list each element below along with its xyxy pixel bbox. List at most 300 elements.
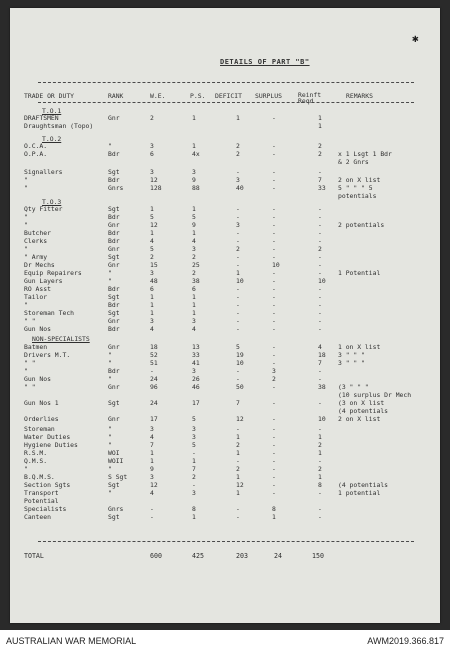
cell-def: 2	[236, 150, 240, 158]
cell-ps: 4	[192, 237, 196, 245]
cell-sur: -	[272, 325, 276, 333]
cell-rem: 1 on X list	[338, 343, 381, 351]
header-ps: P.S.	[190, 92, 206, 100]
cell-rein: 1	[318, 114, 322, 122]
section-4: NON-SPECIALISTS	[32, 335, 90, 343]
cell-rein: 1	[318, 473, 322, 481]
header-ws: W.E.	[150, 92, 166, 100]
cell-rem: (3 " " "	[338, 383, 369, 391]
cell-rein: -	[318, 457, 322, 465]
cell-rank: Sgt	[108, 309, 120, 317]
cell-rem: (10 surplus Dr Mech	[338, 391, 412, 399]
cell-ws: 9	[150, 465, 154, 473]
cell-trade: Specialists	[24, 505, 67, 513]
cell-ws: 15	[150, 261, 158, 269]
cell-trade: O.P.A.	[24, 150, 48, 158]
table-row	[10, 184, 440, 192]
cell-rein: -	[318, 261, 322, 269]
cell-rein: -	[318, 367, 322, 375]
cell-trade: Equip Repairers	[24, 269, 82, 277]
total-ps: 425	[192, 552, 204, 560]
cell-ws: 1	[150, 449, 154, 457]
cell-trade: Signallers	[24, 168, 63, 176]
cell-trade: Clerks	[24, 237, 48, 245]
table-row	[10, 253, 440, 261]
cell-rein: 1	[318, 433, 322, 441]
table-row	[10, 221, 440, 229]
cell-ps: 4x	[192, 150, 200, 158]
cell-def: 1	[236, 473, 240, 481]
cell-ps: 3	[192, 367, 196, 375]
header-trade: TRADE OR DUTY	[24, 92, 75, 100]
cell-rank: WOII	[108, 457, 124, 465]
cell-def: 3	[236, 176, 240, 184]
cell-sur: -	[272, 351, 276, 359]
cell-def: -	[236, 213, 240, 221]
cell-rein: 2	[318, 441, 322, 449]
cell-sur: -	[272, 309, 276, 317]
cell-ps: 1	[192, 205, 196, 213]
table-row	[10, 150, 440, 158]
cell-ps: 2	[192, 473, 196, 481]
cell-ps: 3	[192, 433, 196, 441]
cell-sur: -	[272, 142, 276, 150]
cell-def: 7	[236, 399, 240, 407]
table-row	[10, 245, 440, 253]
cell-ws: 128	[150, 184, 162, 192]
table-row	[10, 433, 440, 441]
table-row	[10, 301, 440, 309]
cell-sur: -	[272, 213, 276, 221]
cell-ws: 5	[150, 213, 154, 221]
cell-def: 10	[236, 277, 244, 285]
cell-rem: & 2 Gnrs	[338, 158, 369, 166]
cell-rein: -	[318, 399, 322, 407]
rule-top	[38, 82, 414, 83]
cell-rein: 1	[318, 122, 322, 130]
table-row	[10, 505, 440, 513]
cell-sur: -	[272, 293, 276, 301]
cell-sur: -	[272, 343, 276, 351]
table-row	[10, 213, 440, 221]
cell-ws: -	[150, 505, 154, 513]
cell-sur: -	[272, 184, 276, 192]
cell-trade: Qty Fitter	[24, 205, 63, 213]
cell-rank: "	[108, 142, 112, 150]
cell-rem: 1 Potential	[338, 269, 381, 277]
cell-rank: Sgt	[108, 168, 120, 176]
cell-trade: " "	[24, 383, 36, 391]
cell-rank: "	[108, 425, 112, 433]
cell-sur: -	[272, 465, 276, 473]
cell-rein: -	[318, 375, 322, 383]
cell-rein: -	[318, 237, 322, 245]
cell-ws: 1	[150, 301, 154, 309]
section-2: T.O.2	[42, 135, 62, 143]
footer-bar	[0, 630, 450, 653]
cell-ps: 1	[192, 293, 196, 301]
cell-ps: 3	[192, 489, 196, 497]
cell-rein: 8	[318, 481, 322, 489]
cell-sur: -	[272, 383, 276, 391]
cell-trade: RO Asst	[24, 285, 51, 293]
cell-ps: 8	[192, 505, 196, 513]
cell-ws: 3	[150, 269, 154, 277]
cell-ws: 51	[150, 359, 158, 367]
cell-rem: x 1 Lsgt 1 Bdr	[338, 150, 392, 158]
cell-ws: 12	[150, 221, 158, 229]
cell-trade: Section Sgts	[24, 481, 71, 489]
cell-ws: 5	[150, 245, 154, 253]
cell-rank: Bdr	[108, 285, 120, 293]
cell-def: 10	[236, 359, 244, 367]
cell-ws: 2	[150, 114, 154, 122]
cell-def: 12	[236, 415, 244, 423]
cell-rank: "	[108, 465, 112, 473]
cell-ps: 1	[192, 142, 196, 150]
rule-total	[38, 541, 414, 542]
cell-ps: 26	[192, 375, 200, 383]
cell-sur: -	[272, 114, 276, 122]
cell-rem: 2 on X list	[338, 176, 381, 184]
table-row	[10, 325, 440, 333]
cell-rank: Gnr	[108, 415, 120, 423]
cell-def: -	[236, 325, 240, 333]
cell-rein: -	[318, 229, 322, 237]
cell-sur: 2	[272, 375, 276, 383]
cell-sur: -	[272, 359, 276, 367]
section-3: T.O.3	[42, 198, 62, 206]
table-row	[10, 293, 440, 301]
cell-trade: Potential	[24, 497, 59, 505]
cell-trade: "	[24, 301, 28, 309]
table-row	[10, 122, 440, 130]
cell-trade: "	[24, 184, 28, 192]
cell-ps: 1	[192, 309, 196, 317]
cell-trade: Batmen	[24, 343, 48, 351]
cell-rein: -	[318, 269, 322, 277]
cell-rank: Bdr	[108, 367, 120, 375]
cell-ws: 7	[150, 441, 154, 449]
cell-rank: Gnr	[108, 261, 120, 269]
cell-ws: 3	[150, 425, 154, 433]
cell-def: -	[236, 261, 240, 269]
cell-rein: 10	[318, 277, 326, 285]
table-row	[10, 359, 440, 367]
cell-ws: 4	[150, 433, 154, 441]
cell-ws: 17	[150, 415, 158, 423]
cell-rank: Gnr	[108, 383, 120, 391]
cell-rank: "	[108, 433, 112, 441]
cell-trade: DRAFTSMEN	[24, 114, 59, 122]
cell-sur: -	[272, 229, 276, 237]
cell-def: 1	[236, 269, 240, 277]
cell-rank: WOI	[108, 449, 120, 457]
cell-sur: -	[272, 457, 276, 465]
table-row	[10, 449, 440, 457]
cell-def: -	[236, 301, 240, 309]
cell-ws: 4	[150, 237, 154, 245]
cell-rank: "	[108, 277, 112, 285]
table-row	[10, 261, 440, 269]
cell-rank: "	[108, 359, 112, 367]
cell-rein: -	[318, 317, 322, 325]
cell-ws: 1	[150, 293, 154, 301]
cell-def: -	[236, 513, 240, 521]
cell-rein: -	[318, 505, 322, 513]
cell-sur: -	[272, 489, 276, 497]
page-title: DETAILS OF PART "B"	[220, 58, 310, 66]
table-row	[10, 205, 440, 213]
cell-trade: Gun Nos 1	[24, 399, 59, 407]
cell-def: -	[236, 168, 240, 176]
cell-rem: (4 potentials	[338, 407, 389, 415]
table-row	[10, 425, 440, 433]
cell-rank: "	[108, 351, 112, 359]
cell-ws: 1	[150, 205, 154, 213]
cell-sur: -	[272, 415, 276, 423]
cell-rein: 10	[318, 415, 326, 423]
cell-sur: 3	[272, 367, 276, 375]
cell-rank: Bdr	[108, 325, 120, 333]
cell-rein: -	[318, 309, 322, 317]
cell-rank: Gnr	[108, 317, 120, 325]
cell-sur: -	[272, 317, 276, 325]
cell-sur: -	[272, 237, 276, 245]
cell-ws: 6	[150, 150, 154, 158]
total-ws: 600	[150, 552, 162, 560]
table-row	[10, 407, 440, 415]
header-deficit: DEFICIT	[215, 92, 242, 100]
table-row	[10, 343, 440, 351]
cell-ps: -	[192, 449, 196, 457]
table-row	[10, 176, 440, 184]
cell-sur: 1	[272, 513, 276, 521]
table-row	[10, 309, 440, 317]
cell-def: -	[236, 293, 240, 301]
cell-sur: -	[272, 168, 276, 176]
cell-rank: Bdr	[108, 176, 120, 184]
cell-rein: -	[318, 325, 322, 333]
cell-rem: 3 " " "	[338, 351, 365, 359]
cell-ps: 46	[192, 383, 200, 391]
cell-ps: 3	[192, 168, 196, 176]
table-row	[10, 285, 440, 293]
table-row	[10, 229, 440, 237]
cell-ps: 3	[192, 317, 196, 325]
cell-ps: 1	[192, 457, 196, 465]
cell-ws: 1	[150, 309, 154, 317]
table-row	[10, 415, 440, 423]
table-row	[10, 473, 440, 481]
cell-rem: potentials	[338, 192, 377, 200]
cell-ps: 38	[192, 277, 200, 285]
cell-trade: O.C.A.	[24, 142, 48, 150]
footer-credit: AUSTRALIAN WAR MEMORIAL	[6, 636, 137, 646]
cell-ws: -	[150, 367, 154, 375]
cell-trade: "	[24, 213, 28, 221]
table-row	[10, 391, 440, 399]
cell-ps: 25	[192, 261, 200, 269]
cell-ps: 1	[192, 114, 196, 122]
cell-rein: -	[318, 285, 322, 293]
cell-def: -	[236, 285, 240, 293]
cell-trade: Tailor	[24, 293, 48, 301]
cell-def: -	[236, 309, 240, 317]
cell-rem: (4 potentials	[338, 481, 389, 489]
cell-trade: Storeman Tech	[24, 309, 75, 317]
cell-def: -	[236, 505, 240, 513]
cell-def: 2	[236, 441, 240, 449]
cell-def: 2	[236, 245, 240, 253]
document-sheet	[10, 8, 440, 623]
cell-ps: -	[192, 481, 196, 489]
table-row	[10, 375, 440, 383]
cell-sur: -	[272, 269, 276, 277]
table-row	[10, 399, 440, 407]
cell-sur: 10	[272, 261, 280, 269]
cell-ws: 3	[150, 473, 154, 481]
cell-trade: " "	[24, 317, 36, 325]
table-row	[10, 269, 440, 277]
cell-rank: Gnrs	[108, 184, 124, 192]
table-row	[10, 114, 440, 122]
header-reinforcement: Reinft Reqd	[298, 91, 322, 105]
cell-rank: Sgt	[108, 205, 120, 213]
cell-rein: -	[318, 301, 322, 309]
cell-ws: 1	[150, 457, 154, 465]
cell-rank: "	[108, 441, 112, 449]
cell-rein: 38	[318, 383, 326, 391]
cell-rank: Bdr	[108, 237, 120, 245]
cell-ws: 12	[150, 176, 158, 184]
cell-trade: Transport	[24, 489, 59, 497]
cell-ws: 12	[150, 481, 158, 489]
cell-ps: 5	[192, 415, 196, 423]
cell-ps: 4	[192, 325, 196, 333]
cell-rank: Sgt	[108, 513, 120, 521]
cell-def: 5	[236, 343, 240, 351]
cell-trade: "	[24, 465, 28, 473]
cell-sur: -	[272, 433, 276, 441]
cell-def: -	[236, 237, 240, 245]
cell-rein: -	[318, 489, 322, 497]
cell-trade: Drivers M.T.	[24, 351, 71, 359]
cell-sur: -	[272, 253, 276, 261]
cell-trade: Butcher	[24, 229, 51, 237]
table-row	[10, 497, 440, 505]
cell-def: -	[236, 317, 240, 325]
cell-rein: -	[318, 213, 322, 221]
cell-rank: Bdr	[108, 301, 120, 309]
cell-rank: Bdr	[108, 229, 120, 237]
table-row	[10, 317, 440, 325]
table-row	[10, 513, 440, 521]
cell-def: 1	[236, 433, 240, 441]
cell-rank: Gnr	[108, 221, 120, 229]
cell-ps: 3	[192, 425, 196, 433]
cell-rein: -	[318, 168, 322, 176]
cell-trade: Water Duties	[24, 433, 71, 441]
table-row	[10, 367, 440, 375]
cell-ws: 96	[150, 383, 158, 391]
cell-trade: B.Q.M.S.	[24, 473, 55, 481]
cell-rem: 2 potentials	[338, 221, 385, 229]
cell-rem: 5 " " " 5	[338, 184, 373, 192]
cell-def: -	[236, 229, 240, 237]
cell-ps: 2	[192, 269, 196, 277]
header-rank: RANK	[108, 92, 124, 100]
cell-rem: 2 on X list	[338, 415, 381, 423]
cell-ws: 4	[150, 325, 154, 333]
cell-ps: 3	[192, 245, 196, 253]
rule-header	[38, 102, 414, 103]
footer-accession-number: AWM2019.366.817	[367, 636, 444, 646]
cell-def: -	[236, 205, 240, 213]
cell-trade: Hygiene Duties	[24, 441, 78, 449]
cell-rein: -	[318, 513, 322, 521]
cell-trade: Q.M.S.	[24, 457, 48, 465]
cell-ws: 4	[150, 489, 154, 497]
cell-rein: -	[318, 221, 322, 229]
table-row	[10, 168, 440, 176]
cell-sur: -	[272, 221, 276, 229]
table-row	[10, 351, 440, 359]
cell-def: 2	[236, 465, 240, 473]
cell-rank: Gnr	[108, 114, 120, 122]
cell-ws: 1	[150, 229, 154, 237]
cell-sur: -	[272, 205, 276, 213]
cell-trade: "	[24, 221, 28, 229]
cell-ws: 48	[150, 277, 158, 285]
cell-sur: -	[272, 441, 276, 449]
cell-rein: -	[318, 293, 322, 301]
cell-rem: (3 on X list	[338, 399, 385, 407]
cell-rein: -	[318, 205, 322, 213]
cell-rem: 3 " " "	[338, 359, 365, 367]
cell-sur: -	[272, 399, 276, 407]
cell-ws: -	[150, 513, 154, 521]
cell-sur: -	[272, 285, 276, 293]
cell-def: -	[236, 375, 240, 383]
cell-sur: 8	[272, 505, 276, 513]
cell-rank: Sgt	[108, 481, 120, 489]
cell-rank: Sgt	[108, 253, 120, 261]
cell-ws: 24	[150, 375, 158, 383]
cell-trade: Storeman	[24, 425, 55, 433]
cell-rank: "	[108, 375, 112, 383]
cell-trade: Canteen	[24, 513, 51, 521]
cell-sur: -	[272, 245, 276, 253]
cell-rein: -	[318, 253, 322, 261]
cell-rank: Bdr	[108, 213, 120, 221]
total-label: TOTAL	[24, 552, 44, 560]
cell-ws: 6	[150, 285, 154, 293]
cell-ws: 18	[150, 343, 158, 351]
cell-ws: 3	[150, 168, 154, 176]
table-row	[10, 158, 440, 166]
cell-rein: 2	[318, 465, 322, 473]
cell-ps: 17	[192, 399, 200, 407]
cell-def: -	[236, 425, 240, 433]
cell-def: 19	[236, 351, 244, 359]
cell-rank: Gnr	[108, 245, 120, 253]
cell-rein: 1	[318, 449, 322, 457]
cell-def: 1	[236, 114, 240, 122]
table-row	[10, 465, 440, 473]
cell-rank: "	[108, 489, 112, 497]
cell-rem: 1 potential	[338, 489, 381, 497]
